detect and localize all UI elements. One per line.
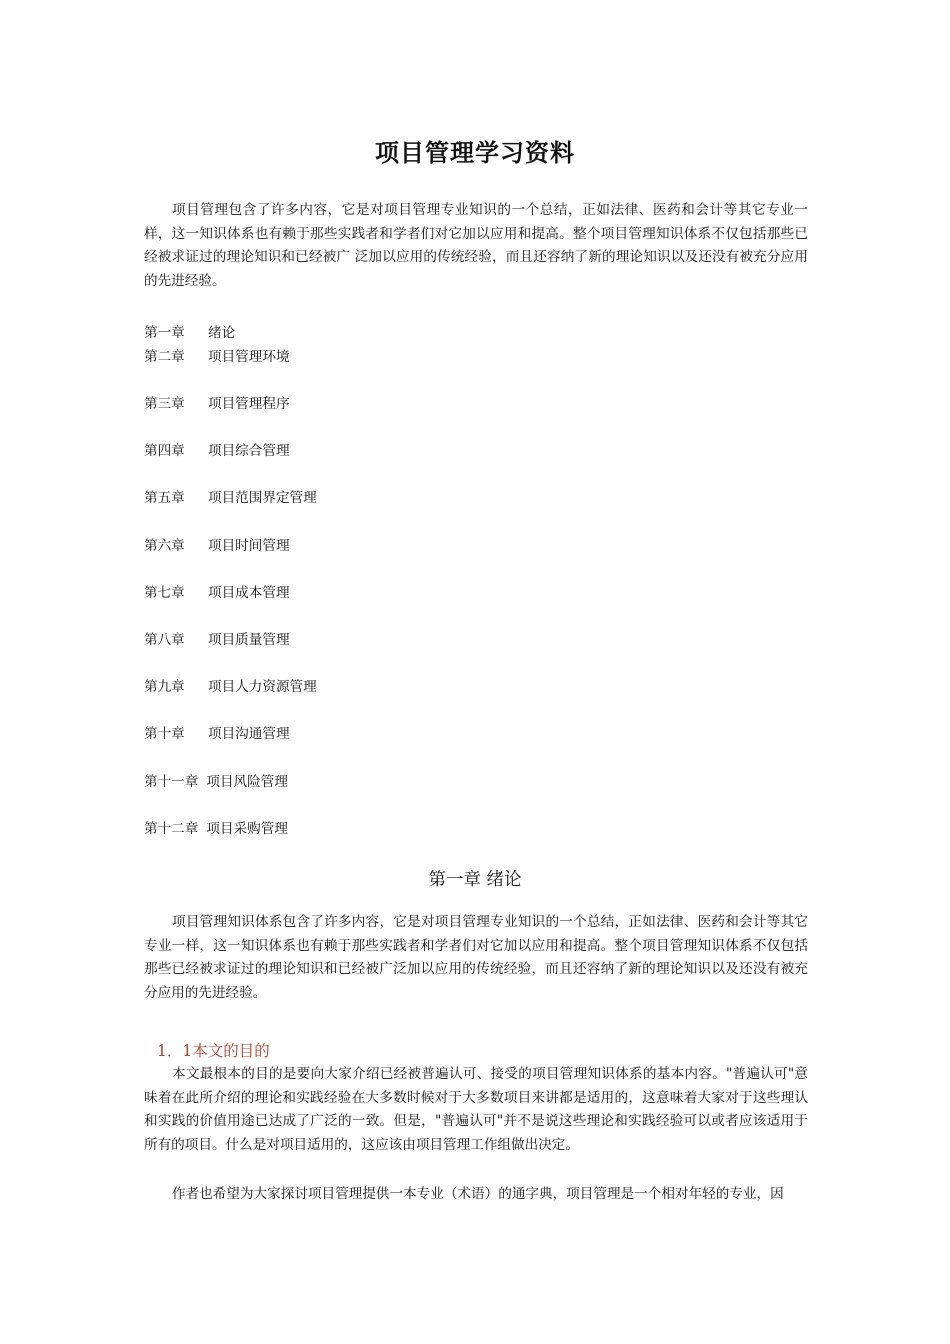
section-heading: 1．1本文的目的 bbox=[157, 1042, 270, 1060]
chapter-paragraph: 项目管理知识体系包含了许多内容，它是对项目管理专业知识的一个总结，正如法律、医药和会计等其它专业一样，这一知识体系也有赖于那些实践者和学者们对它加以应用和提高。整个项目管理知识体系不仅包括那些已经被求证过的理论知识和已经被广泛加以应用的传统经验，而且还容纳了新的理论知识以及还没有被充分应用的先进经验。 bbox=[144, 914, 808, 1001]
toc-item bbox=[144, 630, 290, 650]
toc-chapter-name: 项目成本管理 bbox=[208, 585, 290, 601]
toc-item bbox=[144, 536, 290, 556]
toc-chapter-number: 第十一章 bbox=[144, 774, 199, 790]
toc-chapter-name: 项目质量管理 bbox=[208, 632, 290, 648]
toc-chapter-number: 第四章 bbox=[144, 443, 185, 459]
toc-chapter-name: 项目风险管理 bbox=[206, 774, 288, 790]
toc-chapter-number: 第二章 bbox=[144, 349, 185, 365]
chapter-heading: 第一章 绪论 bbox=[428, 870, 522, 890]
toc-item bbox=[144, 347, 290, 367]
toc-chapter-number: 第十二章 bbox=[144, 821, 199, 837]
document-title: 项目管理学习资料 bbox=[375, 139, 575, 167]
toc-chapter-name: 项目范围界定管理 bbox=[208, 490, 317, 506]
toc-item bbox=[144, 323, 235, 343]
intro-paragraph: 项目管理包含了许多内容，它是对项目管理专业知识的一个总结，正如法律、医药和会计等其它专业一样，这一知识体系也有赖于那些实践者和学者们对它加以应用和提高。整个项目管理知识体系不仅包括那些已经被求证过的理论知识和已经被广 泛加以应用的传统经验，而且还容纳了新的理论知识以及还没有被充分应用的先进经验。 bbox=[144, 202, 808, 289]
toc-chapter-number: 第九章 bbox=[144, 679, 185, 695]
toc-chapter-number: 第六章 bbox=[144, 538, 185, 554]
toc-item bbox=[144, 441, 290, 461]
toc-chapter-number: 第八章 bbox=[144, 632, 185, 648]
toc-chapter-name: 项目人力资源管理 bbox=[208, 679, 317, 695]
toc-chapter-number: 第十章 bbox=[144, 726, 185, 742]
section-paragraph: 本文最根本的目的是要向大家介绍已经被普遍认可、接受的项目管理知识体系的基本内容。"普遍认可"意味着在此所介绍的理论和实践经验在大多数时候对于大多数项目来讲都是适用的，这意味着大家对于这些理认和实践的价值用途已达成了广泛的一致。但是，"普遍认可"并不是说这些理论和实践经验可以或者应该适用于所有的项目。什么是对项目适用的，这应该由项目管理工作组做出决定。 bbox=[144, 1066, 808, 1153]
toc-chapter-name: 项目采购管理 bbox=[206, 821, 288, 837]
toc-item bbox=[144, 488, 317, 508]
toc-chapter-name: 项目管理程序 bbox=[208, 396, 290, 412]
toc-item bbox=[144, 583, 290, 603]
toc-chapter-name: 绪论 bbox=[208, 325, 236, 341]
toc-chapter-number: 第一章 bbox=[144, 325, 185, 341]
toc-chapter-name: 项目沟通管理 bbox=[208, 726, 290, 742]
toc-item bbox=[144, 724, 290, 744]
toc-chapter-number: 第三章 bbox=[144, 396, 185, 412]
toc-item bbox=[144, 772, 288, 792]
toc-item bbox=[144, 677, 317, 697]
toc-chapter-name: 项目管理环境 bbox=[208, 349, 290, 365]
toc-item bbox=[144, 819, 288, 839]
toc-chapter-name: 项目综合管理 bbox=[208, 443, 290, 459]
toc-chapter-name: 项目时间管理 bbox=[208, 538, 290, 554]
toc-chapter-number: 第五章 bbox=[144, 490, 185, 506]
toc-chapter-number: 第七章 bbox=[144, 585, 185, 601]
toc-item bbox=[144, 394, 290, 414]
section-paragraph-continued: 作者也希望为大家探讨项目管理提供一本专业（术语）的通字典，项目管理是一个相对年轻的专业，因 bbox=[172, 1186, 784, 1202]
